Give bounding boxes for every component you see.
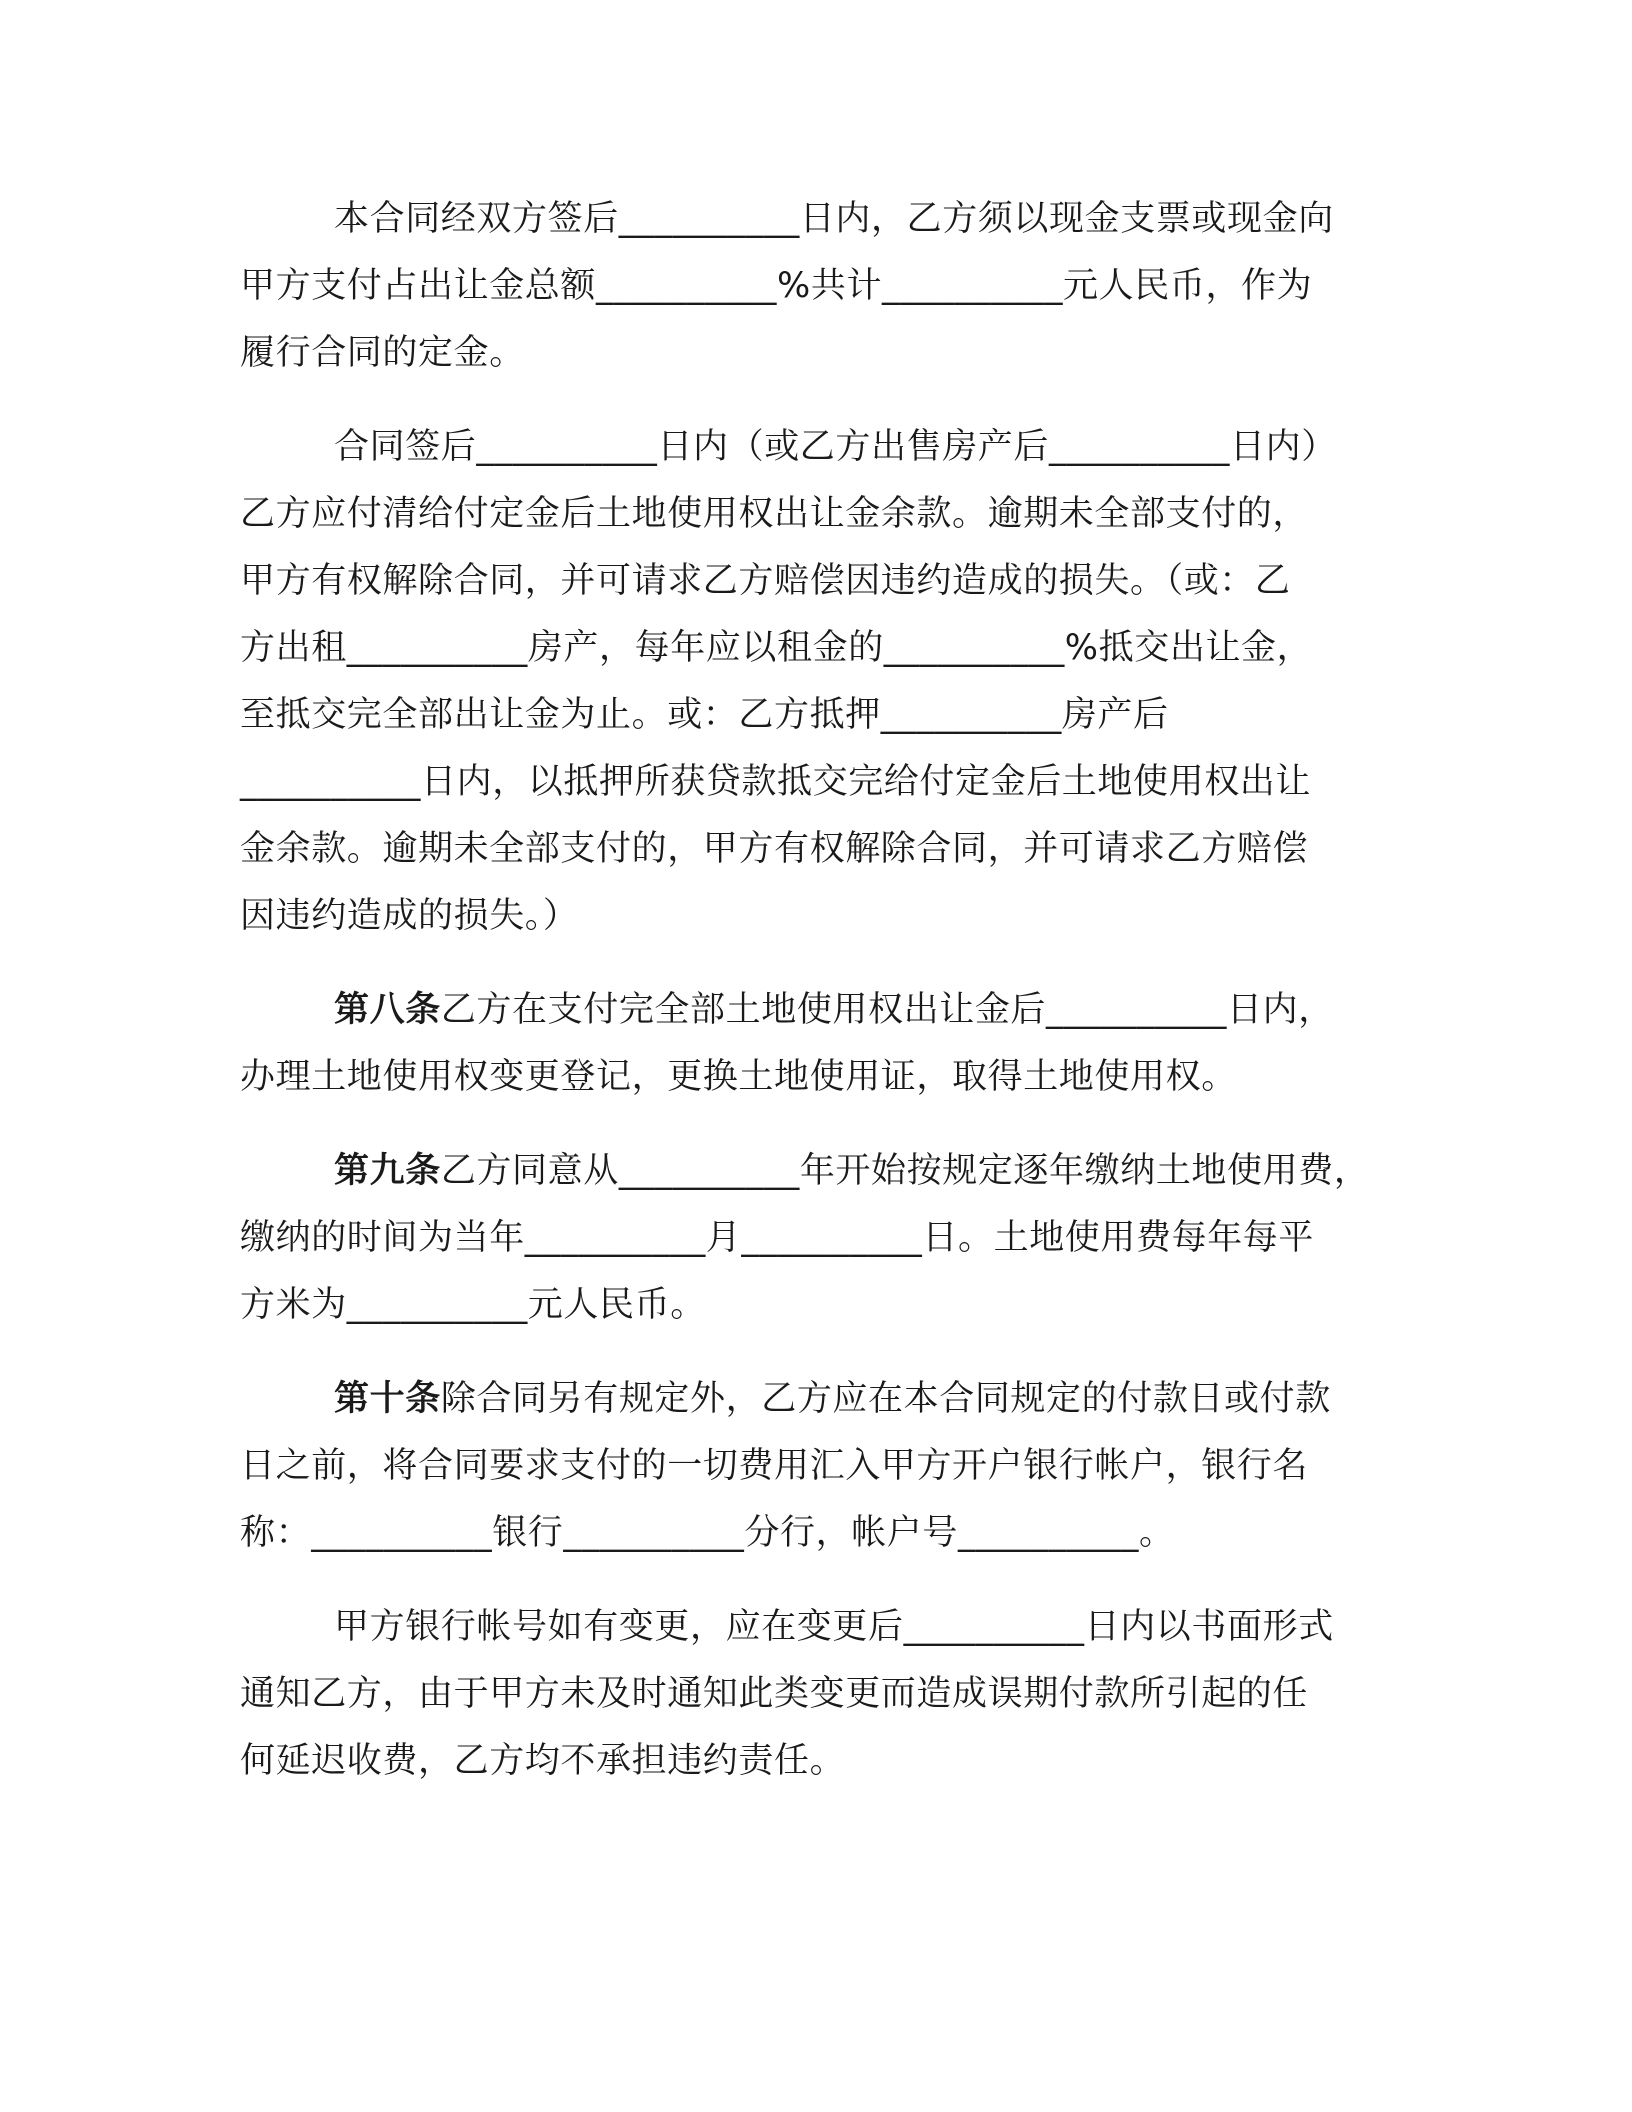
- text-line: 因违约造成的损失。）: [240, 896, 579, 936]
- text-line: 称：__________银行__________分行，帐户号__________。: [240, 1513, 1175, 1553]
- paragraph-deposit: [240, 186, 1380, 387]
- article-heading: 第八条: [334, 990, 441, 1030]
- text-line: 方米为__________元人民币。: [240, 1285, 706, 1325]
- document-page: [240, 186, 1380, 1795]
- text-line: 甲方支付占出让金总额__________%共计__________元人民币，作为: [240, 266, 1313, 306]
- article-heading: 第十条: [334, 1379, 441, 1419]
- text-line: [240, 977, 1380, 1044]
- article-text: 乙方同意从__________年开始按规定逐年缴纳土地使用费，: [440, 1151, 1370, 1191]
- article-heading: 第九条: [334, 1151, 441, 1191]
- article-8: [240, 977, 1380, 1111]
- article-9: [240, 1138, 1380, 1339]
- text-line: 乙方应付清给付定金后土地使用权出让金余款。逾期未全部支付的，: [240, 494, 1309, 534]
- text-line: 甲方有权解除合同，并可请求乙方赔偿因违约造成的损失。（或：乙: [240, 561, 1291, 601]
- text-line: 甲方银行帐号如有变更，应在变更后__________日内以书面形式: [334, 1607, 1334, 1647]
- paragraph-gap: [240, 950, 1380, 977]
- paragraph-gap: [240, 387, 1380, 414]
- text-line: 办理土地使用权变更登记，更换土地使用证，取得土地使用权。: [240, 1057, 1237, 1097]
- paragraph-gap: [240, 1339, 1380, 1366]
- paragraph-gap: [240, 1111, 1380, 1138]
- text-line: 日之前，将合同要求支付的一切费用汇入甲方开户银行帐户，银行名: [240, 1446, 1309, 1486]
- text-line: 通知乙方，由于甲方未及时通知此类变更而造成误期付款所引起的任: [240, 1674, 1309, 1714]
- text-line: 合同签后__________日内（或乙方出售房产后__________日内）: [334, 427, 1337, 467]
- text-line: 方出租__________房产，每年应以租金的__________%抵交出让金，: [240, 628, 1313, 668]
- text-line: 缴纳的时间为当年__________月__________日。土地使用费每年每平: [240, 1218, 1315, 1258]
- text-line: 至抵交完全部出让金为止。或：乙方抵押__________房产后: [240, 695, 1169, 735]
- article-text: 乙方在支付完全部土地使用权出让金后__________日内，: [440, 990, 1334, 1030]
- text-line: 履行合同的定金。: [240, 333, 525, 373]
- article-10: [240, 1366, 1380, 1567]
- text-line: [240, 1138, 1380, 1205]
- text-line: [240, 1366, 1380, 1433]
- text-line: 金余款。逾期未全部支付的，甲方有权解除合同，并可请求乙方赔偿: [240, 829, 1309, 869]
- paragraph-account-change: [240, 1594, 1380, 1795]
- paragraph-balance-payment: [240, 414, 1380, 950]
- text-line: 本合同经双方签后__________日内，乙方须以现金支票或现金向: [334, 199, 1334, 239]
- text-line: __________日内，以抵押所获贷款抵交完给付定金后土地使用权出让: [240, 762, 1312, 802]
- paragraph-gap: [240, 1567, 1380, 1594]
- article-text: 除合同另有规定外，乙方应在本合同规定的付款日或付款: [440, 1379, 1331, 1419]
- text-line: 何延迟收费，乙方均不承担违约责任。: [240, 1741, 846, 1781]
